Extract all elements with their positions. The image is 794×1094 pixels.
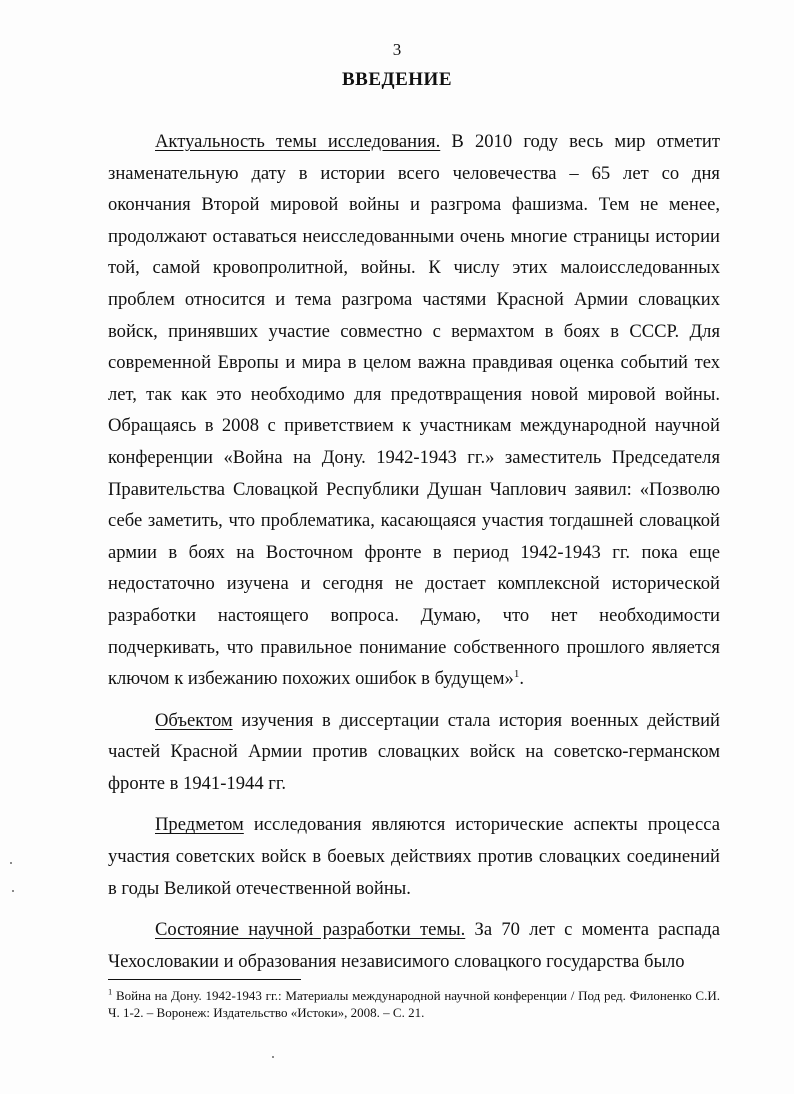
body-text — [108, 126, 720, 977]
scan-speck — [272, 1056, 274, 1058]
scan-speck — [10, 862, 12, 864]
paragraph-object — [108, 705, 720, 800]
page-number: 3 — [392, 40, 402, 59]
paragraph-state-of-research — [108, 914, 720, 977]
paragraph-text-state-of-research: За 70 лет с момента распада Чехословакии и образования независимого словацкого государства было — [108, 919, 720, 972]
paragraph-label-subject: Предметом — [155, 814, 244, 836]
paragraph-text-relevance: В 2010 году весь мир отметит знаменательную дату в истории всего человечества – 65 лет со дня окончания Второй мировой войны и разгрома фашизма. Тем не менее, продолжают оставаться неисследованными очень многие страницы истории той, самой кровопролитной, войны. К числу этих малоисследованных проблем относится и тема разгрома частями Красной Армии словацких войск, принявших участие совместно с вермахтом в боях в СССР. Для современной Европы и мира в целом важна правдивая оценка событий тех лет, так как это необходимо для предотвращения новой мировой войны. Обращаясь в 2008 с приветствием к участникам международной научной конференции «Война на Дону. 1942-1943 гг.» заместитель Председателя Правительства Словацкой Республики Душан Чаплович заявил: «Позволю себе заметить, что проблематика, касающаяся участия тогдашней словацкой армии в боях на Восточном фронте в период 1942-1943 гг. пока еще недостаточно изучена и сегодня не достает комплексной исторической разработки настоящего вопроса. Думаю, что нет необходимости подчеркивать, что правильное понимание собственного прошлого является ключом к избежанию похожих ошибок в будущем» — [108, 131, 721, 690]
scan-speck — [12, 890, 14, 892]
footnote-text: Война на Дону. 1942-1943 гг.: Материалы международной научной конференции / Под ред. Филоненко С.И. Ч. 1-2. – Воронеж: Издательство «Истоки», 2008. – С. 21. — [108, 988, 720, 1020]
footnote-marker: 1 — [108, 986, 113, 997]
paragraph-end-punctuation: . — [519, 668, 524, 690]
paragraph-label-object: Объектом — [155, 709, 233, 731]
paragraph-subject — [108, 809, 720, 904]
section-heading: ВВЕДЕНИЕ — [342, 69, 452, 90]
footnote-reference: 1 — [513, 667, 520, 680]
paragraph-label-relevance: Актуальность темы исследования. — [155, 131, 441, 152]
paragraph-text-subject: исследования являются исторические аспекты процесса участия советских войск в боевых действиях против словацких соединений в годы Великой отечественной войны. — [108, 814, 720, 899]
paragraph-relevance — [108, 126, 720, 695]
paragraph-text-object: изучения в диссертации стала история военных действий частей Красной Армии против словацких войск на советско-германском фронте в 1941-1944 гг. — [108, 709, 720, 794]
footnote — [108, 987, 720, 1021]
paragraph-label-state-of-research: Состояние научной разработки темы. — [155, 919, 466, 941]
footnote-divider — [108, 979, 301, 980]
